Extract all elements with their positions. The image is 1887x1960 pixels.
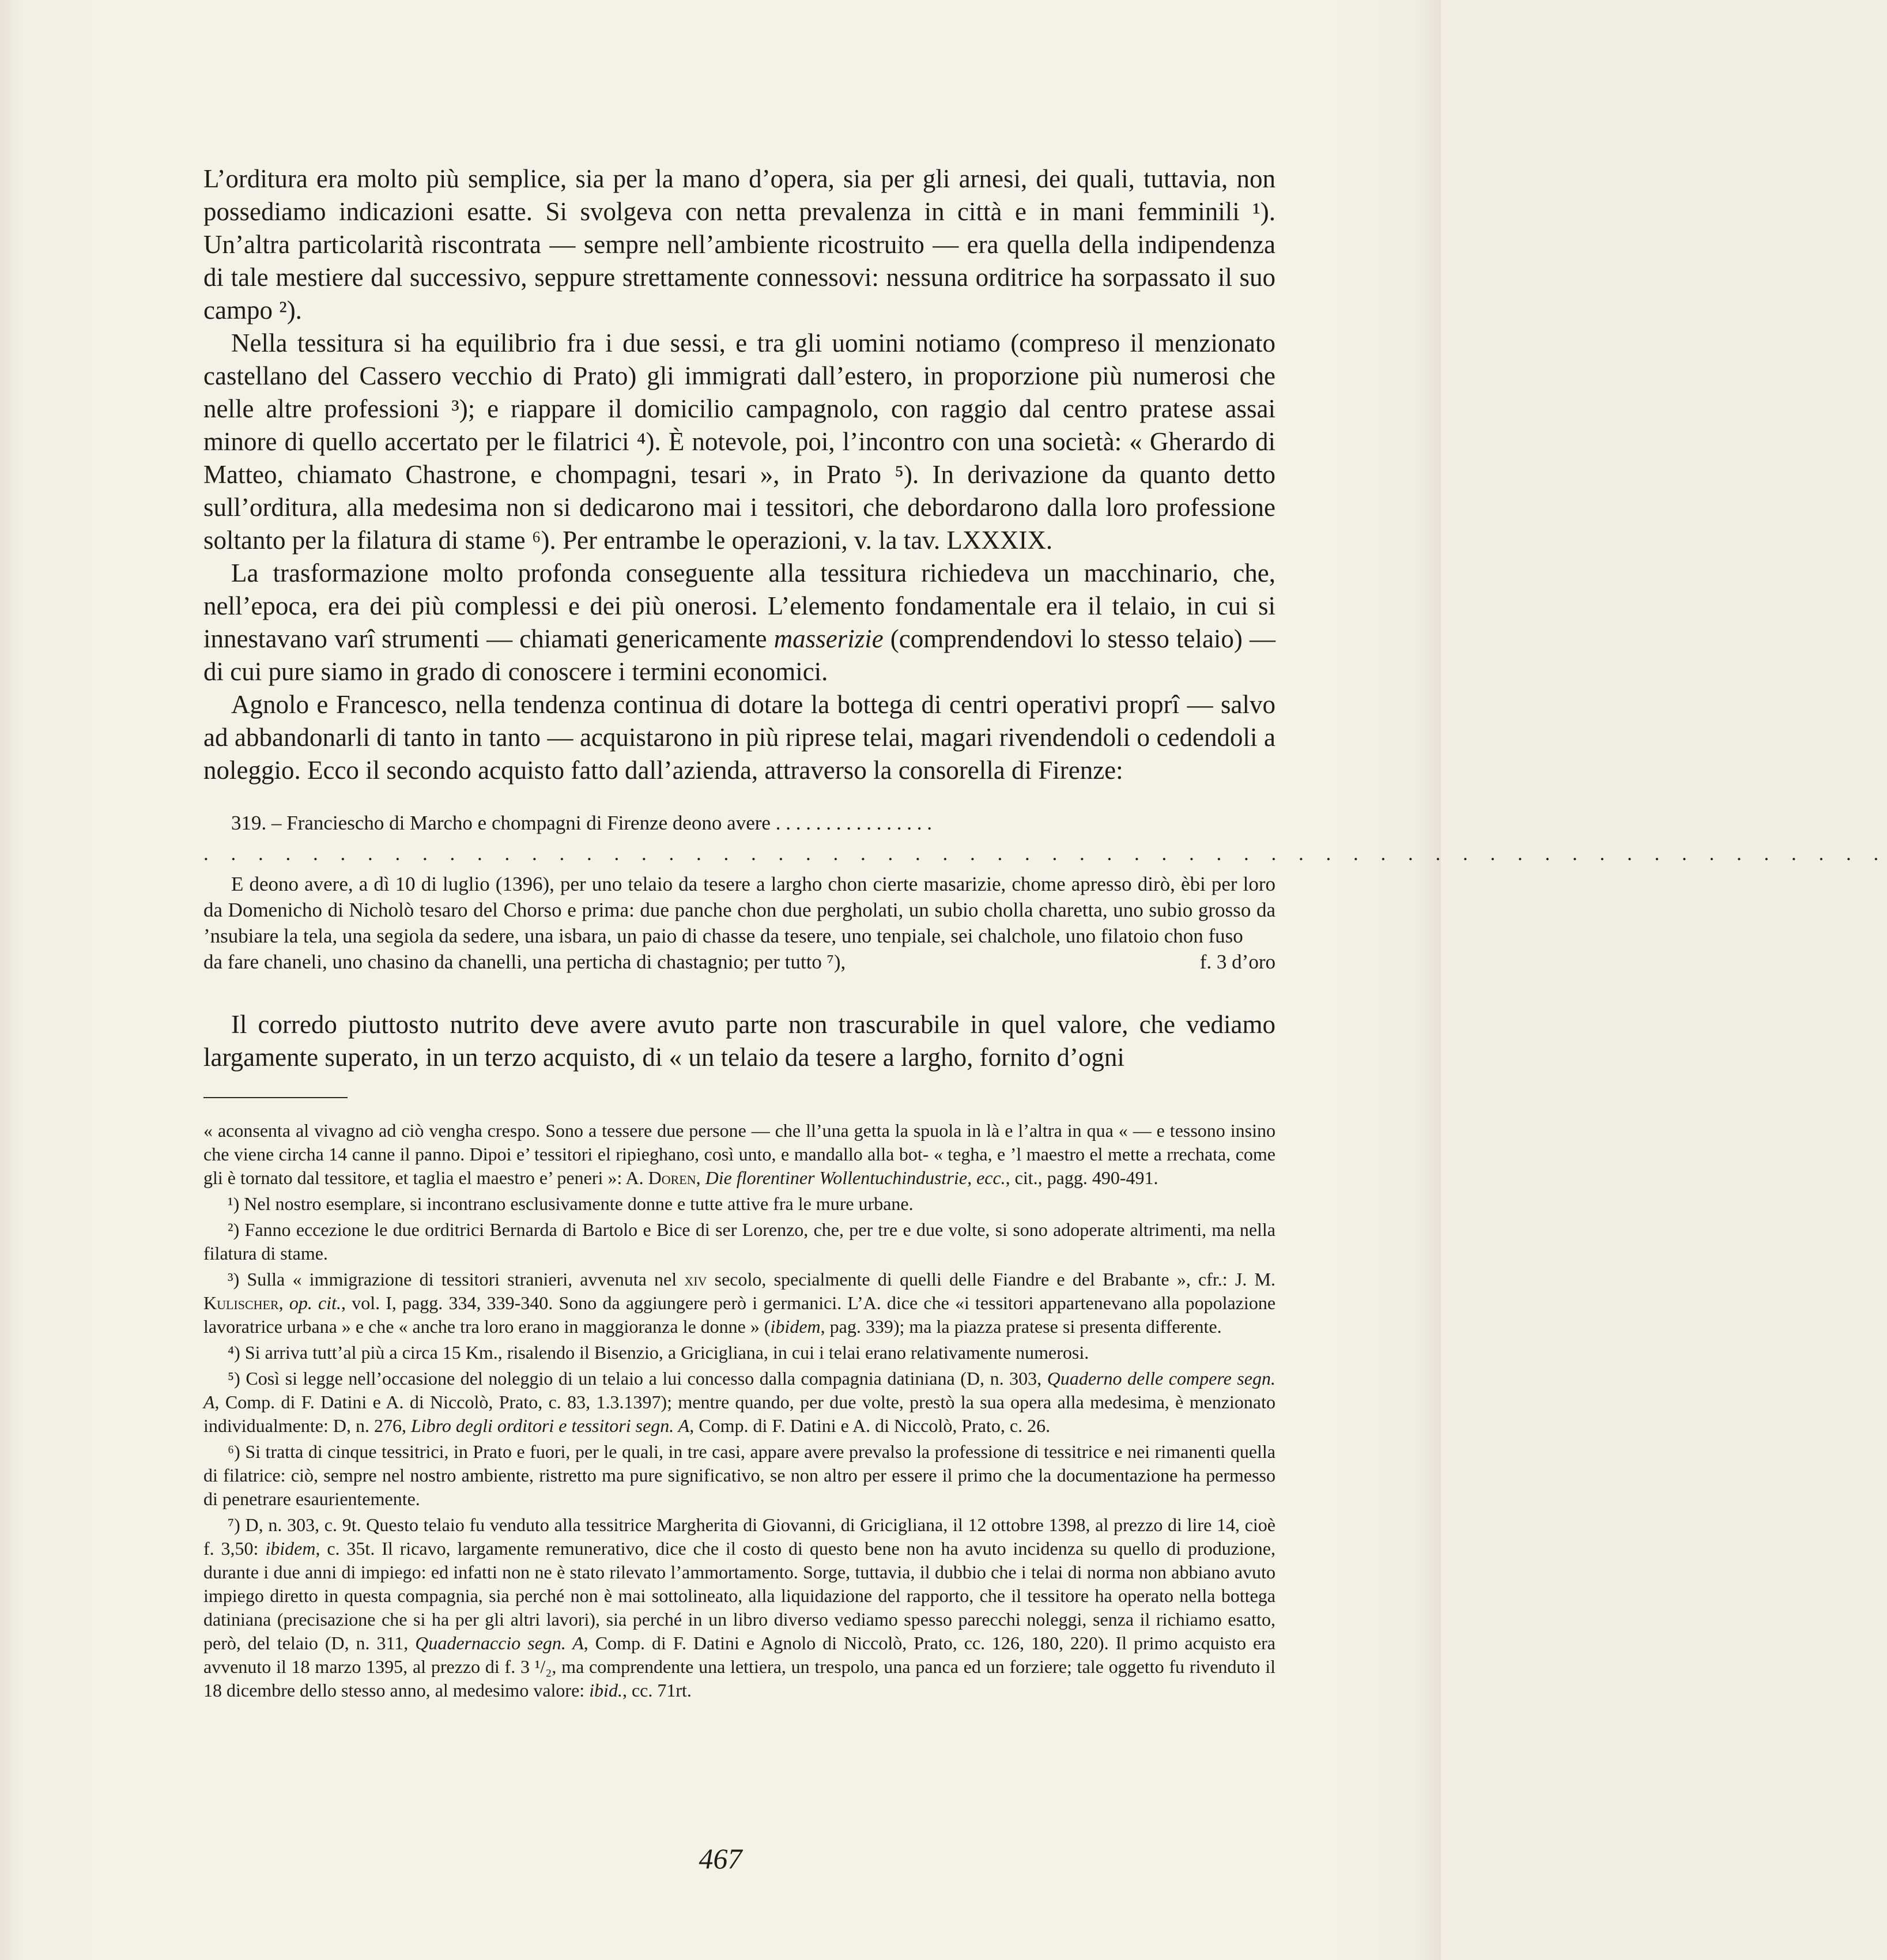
paragraph-corredo: Il corredo piuttosto nutrito deve avere avuto parte non trascurabile in quel valore, che vediamo largamente superato, in un terzo acquisto, di « un telaio da tesere a largho, fornito d’ogni — [203, 1010, 1275, 1072]
footnote-5: ⁵) Così si legge nell’occasione del noleggio di un telaio a lui concesso dalla compagnia datiniana (D, n. 303, Quaderno delle compere segn. A, Comp. di F. Datini e A. di Niccolò, Prato, c. 83, 1.3.1397); mentre quando, per due volte, prestò la sua opera alla medesima, è menzionato individualmente: D, n. 276, Libro degli orditori e tessitori segn. A, Comp. di F. Datini e A. di Niccolò, Prato, c. 26. — [203, 1368, 1276, 1436]
text-block — [203, 163, 1887, 1705]
paragraph-agnolo-francesco: Agnolo e Francesco, nella tendenza continua di dotare la bottega di centri operativi proprî — salvo ad abbandonarli di tanto in tanto — acquistarono in più riprese telai, magari rivendendoli o cedendoli a noleggio. Ecco il secondo acquisto fatto dall’azienda, attraverso la consorella di Firenze: — [203, 690, 1275, 785]
paragraph-trasformazione: La trasformazione molto profonda conseguente alla tessitura richiedeva un macchinario, che, nell’epoca, era dei più complessi e dei più onerosi. L’elemento fondamentale era il telaio, in cui si innestavano varî strumenti — chiamati genericamente masserizie (comprendendovi lo stesso telaio) — di cui pure siamo in grado di conoscere i termini economici. — [203, 559, 1275, 686]
masserizie-term: masserizie — [773, 624, 884, 653]
footnote-1: ¹) Nel nostro esemplare, si incontrano esclusivamente donne e tutte attive fra le mure urbane. — [228, 1193, 914, 1214]
footnote-divider — [203, 1097, 348, 1098]
ledger-quote — [203, 810, 1887, 975]
footnote-6: ⁶) Si tratta di cinque tessitrici, in Prato e fuori, per le quali, in tre casi, appare avere prevalso la professione di tessitrice e nei rimanenti quella di filatrice: ciò, sempre nel nostro ambiente, ristretto ma pure significativo, se non altro per essere il primo che la documentazione ha permesso di penetrare esaurientemente. — [203, 1441, 1275, 1509]
ledger-entry-body: E deono avere, a dì 10 di luglio (1396), per uno telaio da tesere a largho chon cierte masarizie, chome apresso dirò, èbi per loro da Domenicho di Nicholò tesaro del Chorso e prima: due panche chon due pergholati, un subio cholla charetta, uno subio grosso da ’nsubiare la tela, una segiola da sedere, una isbara, un paio di chasse da tesere, uno tenpiale, sei chalchole, uno filatoio chon fuso — [203, 873, 1275, 947]
ledger-entry-last-line — [203, 949, 1275, 975]
paragraph-tessitura: Nella tessitura si ha equilibrio fra i due sessi, e tra gli uomini notiamo (compreso il menzionato castellano del Cassero vecchio di Prato) gli immigrati dall’estero, in proporzione più numerosi che nelle altre professioni ³); e riappare il domicilio campagnolo, con raggio dal centro pratese assai minore di quello accertato per le filatrici ⁴). È notevole, poi, l’incontro con una società: « Gherardo di Matteo, chiamato Chastrone, e chompagni, tesari », in Prato ⁵). In derivazione da quanto detto sull’orditura, alla medesima non si dedicarono mai i tessitori, che debordarono dalla loro professione soltanto per la filatura di stame ⁶). Per entrambe le operazioni, v. la tav. LXXXIX. — [203, 329, 1275, 555]
ledger-dots: . . . . . . . . . . . . . . . . . . . . . . . . . . . . . . . . . . . . . . . . . . . . . . . . . . . . . . . . . . . . . . — [203, 842, 1887, 865]
footnotes — [203, 1119, 1275, 1702]
ledger-entry-last-text: da fare chaneli, uno chasino da chanelli, una perticha di chastagnio; per tutto ⁷), — [203, 951, 846, 973]
ledger-entry-title: 319. – Franciescho di Marcho e chompagni di Firenze deono avere . . . . . . . . . . . . . . . . — [231, 812, 932, 834]
page-number: 467 — [699, 1842, 742, 1875]
ledger-entry-amount: f. 3 d’oro — [1199, 951, 1275, 973]
footnote-2: ²) Fanno eccezione le due orditrici Bernarda di Bartolo e Bice di ser Lorenzo, che, per tre e due volte, si sono adoperate altrimenti, ma nella filatura di stame. — [203, 1219, 1275, 1264]
footnote-3: ³) Sulla « immigrazione di tessitori stranieri, avvenuta nel xiv secolo, specialmente di quelli delle Fiandre e del Brabante », cfr.: J. M. Kulischer, op. cit., vol. I, pagg. 334, 339-340. Sono da aggiungere però i germanici. L’A. dice che «i tessitori appartenevano alla popolazione lavoratrice urbana » e che « anche tra loro erano in maggioranza le donne » (ibidem, pag. 339); ma la piazza pratese si presenta differente. — [203, 1269, 1276, 1337]
footnote-continuation: « aconsenta al vivagno ad ciò vengha crespo. Sono a tessere due persone — che ll’una getta la spuola in là e l’altra in qua « — e tessono insino che viene circha 14 canne il panno. Dipoi e’ tessitori el ripieghano, così unto, e mandallo alla bot- « tegha, e ’l maestro el mette a rrechata, come gli è tornato dal tessitore, et taglia el maestro e’ peneri »: A. Doren, Die florentiner Wollentuchindustrie, ecc., cit., pagg. 490-491. — [203, 1120, 1275, 1188]
footnote-4: ⁴) Si arriva tutt’al più a circa 15 Km., risalendo il Bisenzio, a Gricigliana, in cui i telai erano relativamente numerosi. — [228, 1342, 1089, 1363]
paragraph-orditura: L’orditura era molto più semplice, sia per la mano d’opera, sia per gli arnesi, dei quali, tuttavia, non possediamo indicazioni esatte. Si svolgeva con netta prevalenza in città e in mani femminili ¹). Un’altra particolarità riscontrata — sempre nell’ambiente ricostruito — era quella della indipendenza di tale mestiere dal successivo, seppure strettamente connessovi: nessuna orditrice ha sorpassato il suo campo ²). — [203, 164, 1275, 325]
footnote-7: ⁷) D, n. 303, c. 9t. Questo telaio fu venduto alla tessitrice Margherita di Giovanni, di Gricigliana, il 12 ottobre 1398, al prezzo di lire 14, cioè f. 3,50: ibidem, c. 35t. Il ricavo, largamente remunerativo, dice che il costo di questo bene non ha avuto incidenza su quello di produzione, durante i due anni di impiego: ed infatti non ne è stato rilevato l’ammortamento. Sorge, tuttavia, il dubbio che i telai di norma non abbiano avuto impiego diretto in questa compagnia, sia perché non è mai sottolineato, alla liquidazione del rapporto, che il tessitore ha operato nella bottega datiniana (precisazione che si ha per gli altri lavori), sia perché in un libro diverso vediamo spesso parecchi noleggi, senza il richiamo esatto, però, del telaio (D, n. 311, Quadernaccio segn. A, Comp. di F. Datini e Agnolo di Niccolò, Prato, cc. 126, 180, 220). Il primo acquisto era avvenuto il 18 marzo 1395, al prezzo di f. 3 ¹/₂, ma comprendente una lettiera, un trespolo, una panca ed un forziere; tale oggetto fu rivenduto il 18 dicembre dello stesso anno, al medesimo valore: ibid., cc. 71rt. — [203, 1514, 1276, 1701]
